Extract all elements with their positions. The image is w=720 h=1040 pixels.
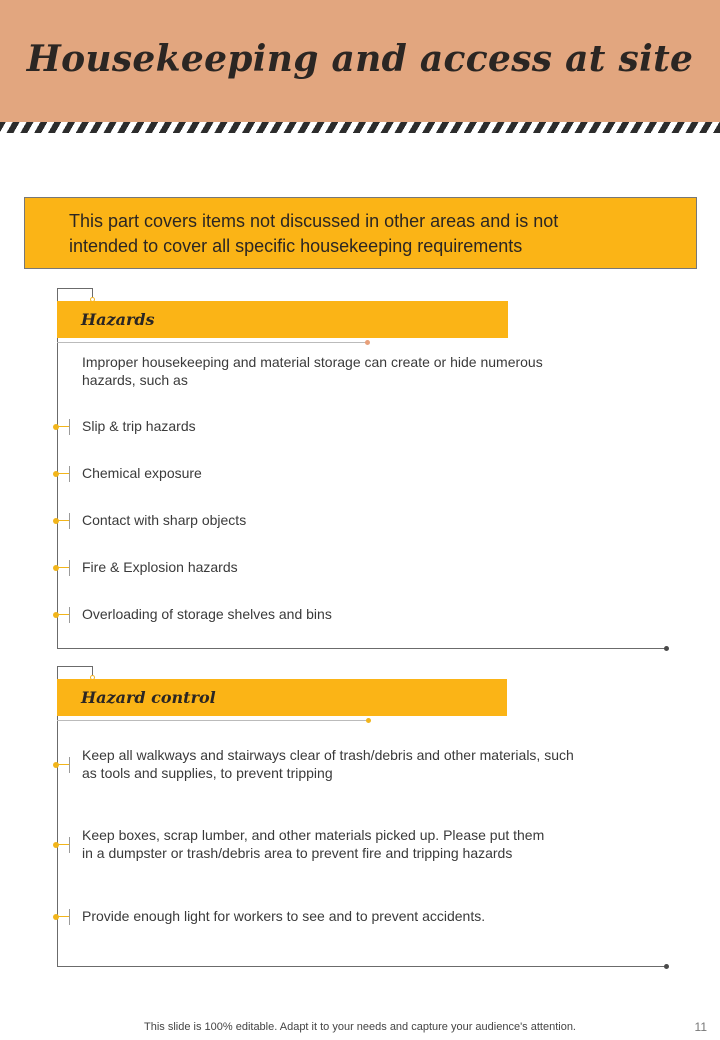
hazard-item: Slip & trip hazards (82, 418, 196, 434)
bullet-marker-icon (53, 466, 71, 482)
page-title: Housekeeping and access at site (26, 38, 694, 80)
control-item (82, 826, 544, 862)
bullet-marker-icon (53, 513, 71, 529)
control-item-line: Keep boxes, scrap lumber, and other materials picked up. Please put them (82, 827, 545, 843)
intro-line: Improper housekeeping and material storage can create or hide numerous (82, 354, 543, 370)
footer-note: This slide is 100% editable. Adapt it to your needs and capture your audience's attention. (144, 1021, 576, 1033)
underline-dot (365, 340, 370, 345)
section-frame-top (57, 666, 93, 667)
control-item-line: Provide enough light for workers to see and to prevent accidents. (82, 908, 486, 924)
bullet-marker-icon (53, 909, 71, 925)
section-heading-hazard-control: Hazard control (57, 679, 507, 716)
hazard-item: Contact with sharp objects (82, 512, 247, 528)
control-item-line: in a dumpster or trash/debris area to prevent fire and tripping hazards (82, 845, 513, 861)
intro-line: hazards, such as (82, 372, 188, 388)
heading-underline (57, 342, 367, 343)
section-frame-bottom (57, 966, 667, 967)
callout-line: intended to cover all specific housekeeping requirements (69, 236, 523, 256)
page-number: 11 (694, 1020, 707, 1034)
bullet-marker-icon (53, 560, 71, 576)
hazard-item: Overloading of storage shelves and bins (82, 606, 332, 622)
callout-line: This part covers items not discussed in other areas and is not (69, 211, 559, 231)
intro-callout (24, 197, 697, 269)
hazards-intro (82, 353, 543, 389)
hazard-stripe-divider (0, 122, 720, 133)
underline-dot (366, 718, 371, 723)
frame-end-dot (664, 964, 669, 969)
hazard-item: Chemical exposure (82, 465, 202, 481)
control-item-line: as tools and supplies, to prevent tripping (82, 765, 333, 781)
heading-underline (57, 720, 369, 721)
bullet-marker-icon (53, 419, 71, 435)
bullet-marker-icon (53, 757, 71, 773)
section-frame-top (57, 288, 93, 289)
control-item-line: Keep all walkways and stairways clear of trash/debris and other materials, such (82, 747, 574, 763)
hazard-item: Fire & Explosion hazards (82, 559, 238, 575)
bullet-marker-icon (53, 607, 71, 623)
bullet-marker-icon (53, 837, 71, 853)
frame-end-dot (664, 646, 669, 651)
control-item (82, 746, 574, 782)
control-item (82, 907, 485, 925)
section-frame-bottom (57, 648, 667, 649)
section-heading-hazards: Hazards (57, 301, 508, 338)
